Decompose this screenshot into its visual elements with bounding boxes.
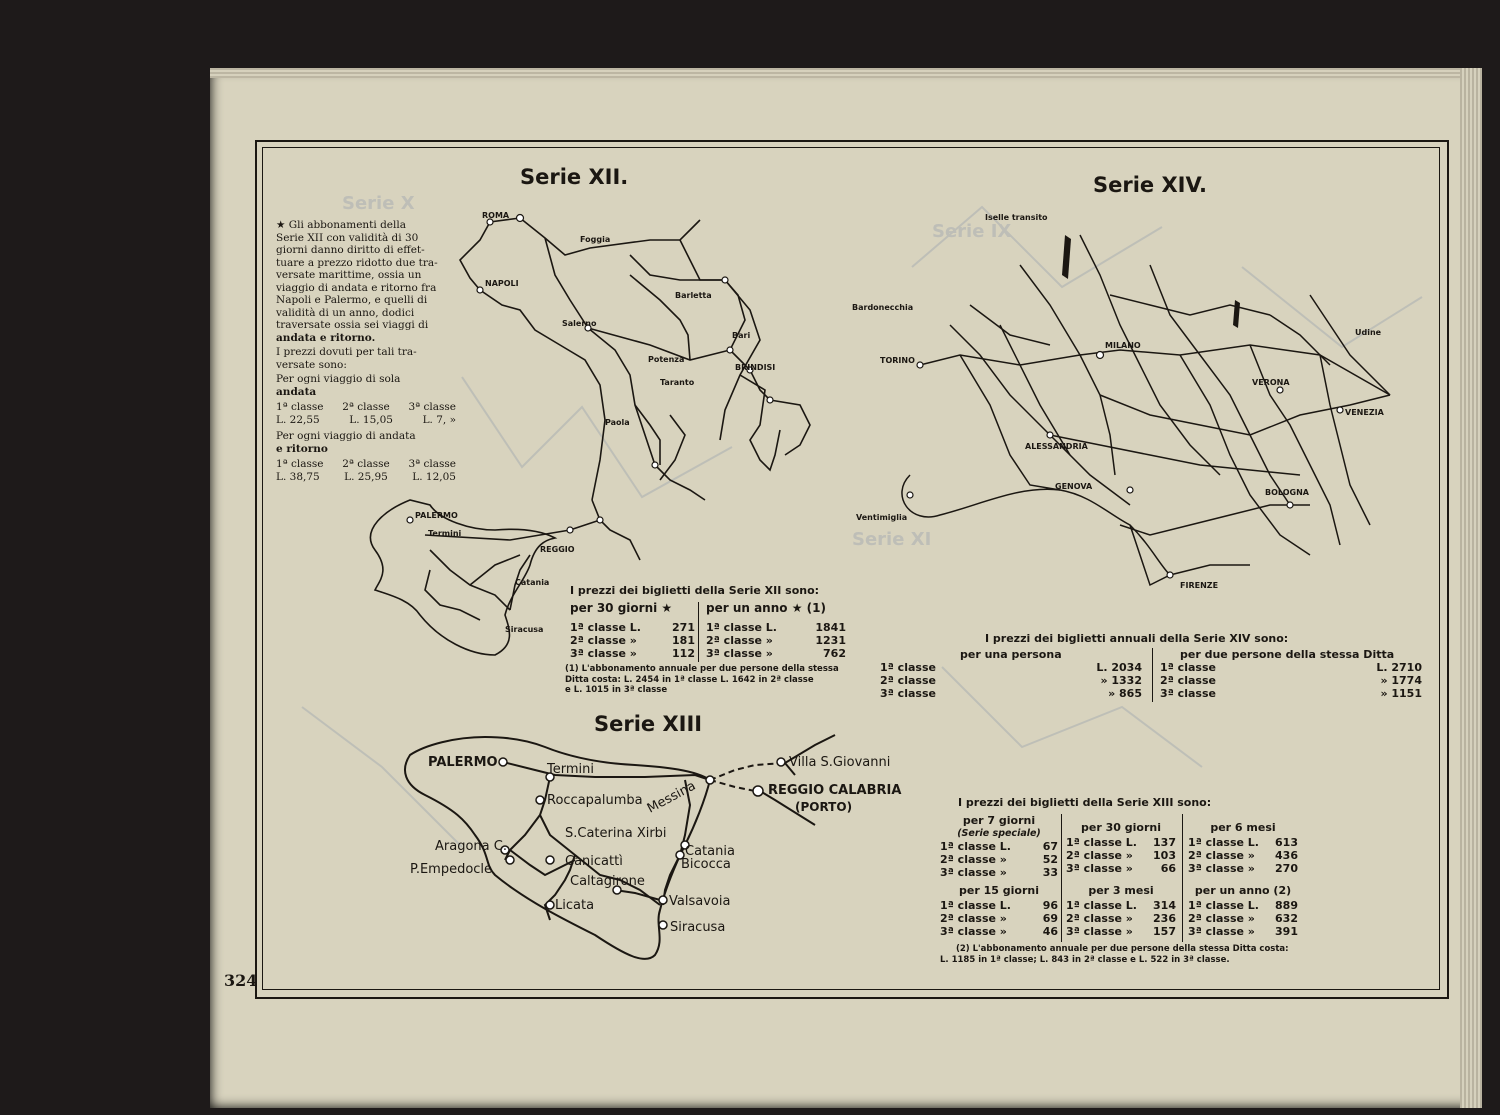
- footnote-line: (1) L'abbonamento annuale per due persone della stessa: [565, 664, 839, 674]
- price-value: 112: [672, 647, 695, 660]
- price-row: [880, 687, 1142, 700]
- class-label: 3ª classe: [1160, 687, 1216, 700]
- class-label: 2ª classe »: [706, 634, 773, 647]
- map-label: Siracusa: [670, 920, 726, 935]
- class-label: 3ª classe: [408, 401, 456, 413]
- svg-text:Serie X: Serie X: [342, 193, 415, 214]
- map-label: Caltagirone: [570, 874, 645, 889]
- serie-xiv-col2: [1160, 648, 1422, 700]
- serie-xiv-col1: [880, 648, 1142, 700]
- price-row: [706, 647, 846, 660]
- price-value: L. 2710: [1376, 661, 1422, 674]
- andata-ritorno-label: e ritorno: [276, 442, 328, 455]
- map-label: REGGIO CALABRIA: [768, 783, 902, 798]
- class-label: 2ª classe »: [570, 634, 637, 647]
- class-label: 1ª classe L.: [940, 899, 1011, 912]
- price-value: 67: [1042, 840, 1058, 853]
- price-value: L. 15,05: [349, 413, 393, 426]
- andata-ritorno-label: Per ogni viaggio di andata: [276, 430, 416, 442]
- price-row: [706, 621, 846, 634]
- map-label: Bari: [732, 331, 751, 340]
- price-value: 613: [1275, 836, 1298, 849]
- price-row: [706, 634, 846, 647]
- price-value: 46: [1042, 925, 1058, 938]
- price-value: L. 38,75: [276, 470, 320, 483]
- block-head: per 3 mesi: [1088, 884, 1154, 897]
- price-row: [1160, 661, 1422, 674]
- serie-xiv-title: Serie XIV.: [1093, 173, 1208, 197]
- price-value: L. 2034: [1096, 661, 1142, 674]
- price-value: » 865: [1108, 687, 1142, 700]
- divider: [1152, 648, 1153, 702]
- block-head: per un anno (2): [1194, 884, 1292, 897]
- class-label: 3ª classe »: [706, 647, 773, 660]
- price-value: 52: [1042, 853, 1058, 866]
- map-label: Aragona C.: [435, 839, 507, 854]
- class-label: 2ª classe »: [940, 912, 1007, 925]
- serie-xiii-block-30-giorni: [1066, 821, 1176, 875]
- price-value: 889: [1275, 899, 1298, 912]
- serie-xiv-map: [850, 205, 1430, 610]
- class-label: 3ª classe »: [1188, 925, 1255, 938]
- class-label: 2ª classe: [880, 674, 936, 687]
- price-row: [1066, 849, 1176, 862]
- divider: [698, 602, 699, 662]
- serie-xii-footnote: [565, 664, 839, 696]
- note-line: Napoli e Palermo, e quelli di: [276, 294, 428, 306]
- price-row: [1188, 899, 1298, 912]
- price-row: [940, 853, 1058, 866]
- note-line: ★ Gli abbonamenti della: [276, 219, 406, 231]
- svg-text:Serie XI: Serie XI: [852, 529, 932, 550]
- serie-xiii-block-3-mesi: [1066, 884, 1176, 938]
- map-label: Foggia: [580, 235, 611, 244]
- class-label: 2ª classe »: [1066, 912, 1133, 925]
- class-label: 1ª classe: [1160, 661, 1216, 674]
- map-label: BOLOGNA: [1265, 488, 1309, 497]
- note-line: validità di un anno, dodici: [276, 306, 415, 319]
- class-label: 1ª classe L.: [570, 621, 641, 634]
- price-value: » 1332: [1100, 674, 1142, 687]
- serie-xii-col2: [706, 602, 846, 660]
- class-label: 3ª classe »: [1066, 862, 1133, 875]
- note-line: viaggio di andata e ritorno fra: [276, 281, 437, 294]
- footnote-line: e L. 1015 in 3ª classe: [565, 685, 668, 695]
- price-value: 157: [1153, 925, 1176, 938]
- price-row: [1066, 925, 1176, 938]
- map-label: Siracusa: [505, 625, 544, 634]
- map-label: ROMA: [482, 211, 510, 220]
- class-label: 1ª classe L.: [940, 840, 1011, 853]
- map-label: FIRENZE: [1180, 581, 1219, 590]
- price-value: 236: [1153, 912, 1176, 925]
- map-label: Ventimiglia: [856, 513, 908, 522]
- price-row: [940, 899, 1058, 912]
- price-value: 1841: [815, 621, 846, 634]
- map-label: Taranto: [660, 378, 695, 387]
- block-head: per 7 giorni: [962, 814, 1036, 827]
- price-value: L. 25,95: [344, 470, 388, 483]
- map-label: Bardonecchia: [852, 303, 914, 312]
- price-value: 391: [1275, 925, 1298, 938]
- map-label: Barletta: [675, 291, 712, 300]
- class-label: 1ª classe L.: [1066, 899, 1137, 912]
- price-row: [1188, 836, 1298, 849]
- price-row: [570, 621, 695, 634]
- map-label: Potenza: [648, 355, 685, 364]
- price-value: 271: [672, 621, 695, 634]
- sola-andata-label: Per ogni viaggio di sola: [276, 373, 401, 385]
- class-label: 1ª classe L.: [1066, 836, 1137, 849]
- map-label: Messina: [644, 778, 699, 817]
- map-label: Termini: [547, 762, 594, 777]
- class-label: 2ª classe »: [1066, 849, 1133, 862]
- page-side-edge: [1460, 68, 1482, 1108]
- note-line: Serie XII con validità di 30: [276, 231, 419, 244]
- class-label: 3ª classe: [408, 458, 456, 470]
- class-label: 3ª classe »: [940, 866, 1007, 879]
- price-value: 270: [1275, 862, 1298, 875]
- price-row: [940, 925, 1058, 938]
- map-label: PALERMO: [415, 511, 458, 520]
- map-label: Bicocca: [681, 857, 731, 872]
- class-label: 3ª classe »: [1188, 862, 1255, 875]
- price-row: [940, 912, 1058, 925]
- class-label: 2ª classe »: [1188, 849, 1255, 862]
- price-value: 33: [1042, 866, 1058, 879]
- col-head: per un anno ★ (1): [706, 601, 826, 615]
- price-row: [1160, 687, 1422, 700]
- sola-andata-label: andata: [276, 385, 317, 398]
- page-top-edge: [210, 68, 1482, 78]
- price-row: [880, 661, 1142, 674]
- class-label: 3ª classe: [880, 687, 936, 700]
- map-label: NAPOLI: [485, 279, 519, 288]
- block-head: per 6 mesi: [1210, 821, 1276, 834]
- class-label: 1ª classe L.: [1188, 899, 1259, 912]
- serie-xiv-prices-title: I prezzi dei biglietti annuali della Serie XIV sono:: [985, 632, 1289, 645]
- note-line: andata e ritorno.: [276, 331, 376, 344]
- map-label: Catania: [515, 578, 550, 587]
- map-label: P.Empedocle: [410, 862, 493, 877]
- map-label: Termini: [428, 529, 462, 538]
- footnote-line: L. 1185 in 1ª classe; L. 843 in 2ª classe e L. 522 in 3ª classe.: [940, 955, 1230, 965]
- class-label: 3ª classe »: [570, 647, 637, 660]
- price-row: [1066, 912, 1176, 925]
- map-label: Valsavoia: [669, 894, 731, 909]
- price-value: L. 7, »: [422, 413, 456, 426]
- price-row: [1066, 862, 1176, 875]
- map-label: VERONA: [1252, 378, 1290, 387]
- serie-xiii-block-7-giorni: [940, 814, 1058, 879]
- price-value: 66: [1160, 862, 1176, 875]
- price-value: » 1151: [1380, 687, 1422, 700]
- page-number: 324: [224, 971, 258, 990]
- map-label: TORINO: [880, 356, 915, 365]
- price-row: [880, 674, 1142, 687]
- serie-xii-col1: [570, 602, 695, 660]
- map-label: ALESSANDRIA: [1025, 442, 1088, 451]
- map-label: Udine: [1355, 328, 1382, 337]
- serie-xiii-block-6-mesi: [1188, 821, 1298, 875]
- class-label: 2ª classe: [342, 401, 390, 413]
- divider: [1061, 814, 1062, 942]
- price-row: [570, 647, 695, 660]
- note-line: traversate ossia sei viaggi di: [276, 319, 429, 331]
- divider: [1182, 814, 1183, 942]
- map-label: Villa S.Giovanni: [789, 755, 891, 770]
- class-label: 2ª classe »: [1188, 912, 1255, 925]
- class-label: 2ª classe: [342, 458, 390, 470]
- note-line: giorni danno diritto di effet-: [276, 244, 425, 256]
- col-head: per una persona: [960, 648, 1062, 661]
- map-label: (PORTO): [795, 800, 853, 814]
- price-row: [570, 634, 695, 647]
- intro-line: versate sono:: [276, 358, 347, 371]
- map-label: PALERMO: [428, 755, 498, 770]
- map-label: VENEZIA: [1345, 408, 1384, 417]
- map-label: MILANO: [1105, 341, 1141, 350]
- price-value: 96: [1042, 899, 1058, 912]
- price-value: » 1774: [1380, 674, 1422, 687]
- price-value: L. 12,05: [412, 470, 456, 483]
- block-head: per 15 giorni: [959, 884, 1039, 897]
- price-value: 1231: [815, 634, 846, 647]
- class-label: 1ª classe: [880, 661, 936, 674]
- serie-xiii-block-un-anno: [1188, 884, 1298, 938]
- class-label: 1ª classe: [276, 458, 324, 470]
- map-label: Catania: [685, 844, 735, 859]
- map-label: Salerno: [562, 319, 597, 328]
- svg-text:Serie IX: Serie IX: [932, 221, 1012, 242]
- serie-xii-title: Serie XII.: [520, 165, 629, 189]
- serie-xiii-title: Serie XIII: [594, 712, 703, 736]
- price-row: [1160, 674, 1422, 687]
- note-line: tuare a prezzo ridotto due tra-: [276, 256, 438, 269]
- price-value: 632: [1275, 912, 1298, 925]
- serie-xiii-footnote: [940, 944, 1289, 966]
- price-value: L. 22,55: [276, 413, 320, 426]
- map-label: GENOVA: [1055, 482, 1093, 491]
- price-value: 137: [1153, 836, 1176, 849]
- footnote-line: Ditta costa: L. 2454 in 1ª classe L. 1642 in 2ª classe: [565, 674, 814, 685]
- serie-xii-map: [330, 200, 850, 670]
- serie-xiii-prices-title: I prezzi dei biglietti della Serie XIII sono:: [958, 796, 1212, 809]
- price-value: 69: [1042, 912, 1058, 925]
- price-row: [1188, 912, 1298, 925]
- block-sub: (Serie speciale): [957, 828, 1041, 839]
- serie-xii-prices-title: I prezzi dei biglietti della Serie XII sono:: [570, 584, 820, 597]
- class-label: 2ª classe »: [940, 853, 1007, 866]
- price-row: [940, 866, 1058, 879]
- footnote-line: (2) L'abbonamento annuale per due persone della stessa Ditta costa:: [956, 944, 1289, 954]
- price-value: 762: [823, 647, 846, 660]
- class-label: 3ª classe »: [940, 925, 1007, 938]
- price-value: 103: [1153, 849, 1176, 862]
- class-label: 1ª classe L.: [1188, 836, 1259, 849]
- map-label: Roccapalumba: [547, 793, 643, 808]
- map-label: BRINDISI: [735, 363, 776, 372]
- price-value: 181: [672, 634, 695, 647]
- map-label: Iselle transito: [985, 213, 1048, 222]
- map-label: Paola: [605, 418, 630, 427]
- map-label: Canicattì: [565, 854, 623, 869]
- map-label: REGGIO: [540, 545, 575, 554]
- map-label: S.Caterina Xirbi: [565, 826, 667, 841]
- price-row: [1188, 925, 1298, 938]
- price-row: [1188, 862, 1298, 875]
- class-label: 1ª classe: [276, 401, 324, 413]
- price-value: 314: [1153, 899, 1176, 912]
- class-label: 1ª classe L.: [706, 621, 777, 634]
- intro-line: I prezzi dovuti per tali tra-: [276, 346, 417, 358]
- price-row: [1066, 899, 1176, 912]
- note-line: versate marittime, ossia un: [276, 269, 422, 281]
- col-head: per due persone della stessa Ditta: [1180, 648, 1395, 661]
- price-row: [1188, 849, 1298, 862]
- serie-xiii-block-15-giorni: [940, 884, 1058, 938]
- price-value: 436: [1275, 849, 1298, 862]
- class-label: 3ª classe »: [1066, 925, 1133, 938]
- price-row: [940, 840, 1058, 853]
- block-head: per 30 giorni: [1081, 821, 1161, 834]
- price-row: [1066, 836, 1176, 849]
- col-head: per 30 giorni ★: [570, 601, 673, 615]
- serie-xiii-map: [395, 725, 925, 975]
- map-label: Licata: [555, 898, 595, 913]
- class-label: 2ª classe: [1160, 674, 1216, 687]
